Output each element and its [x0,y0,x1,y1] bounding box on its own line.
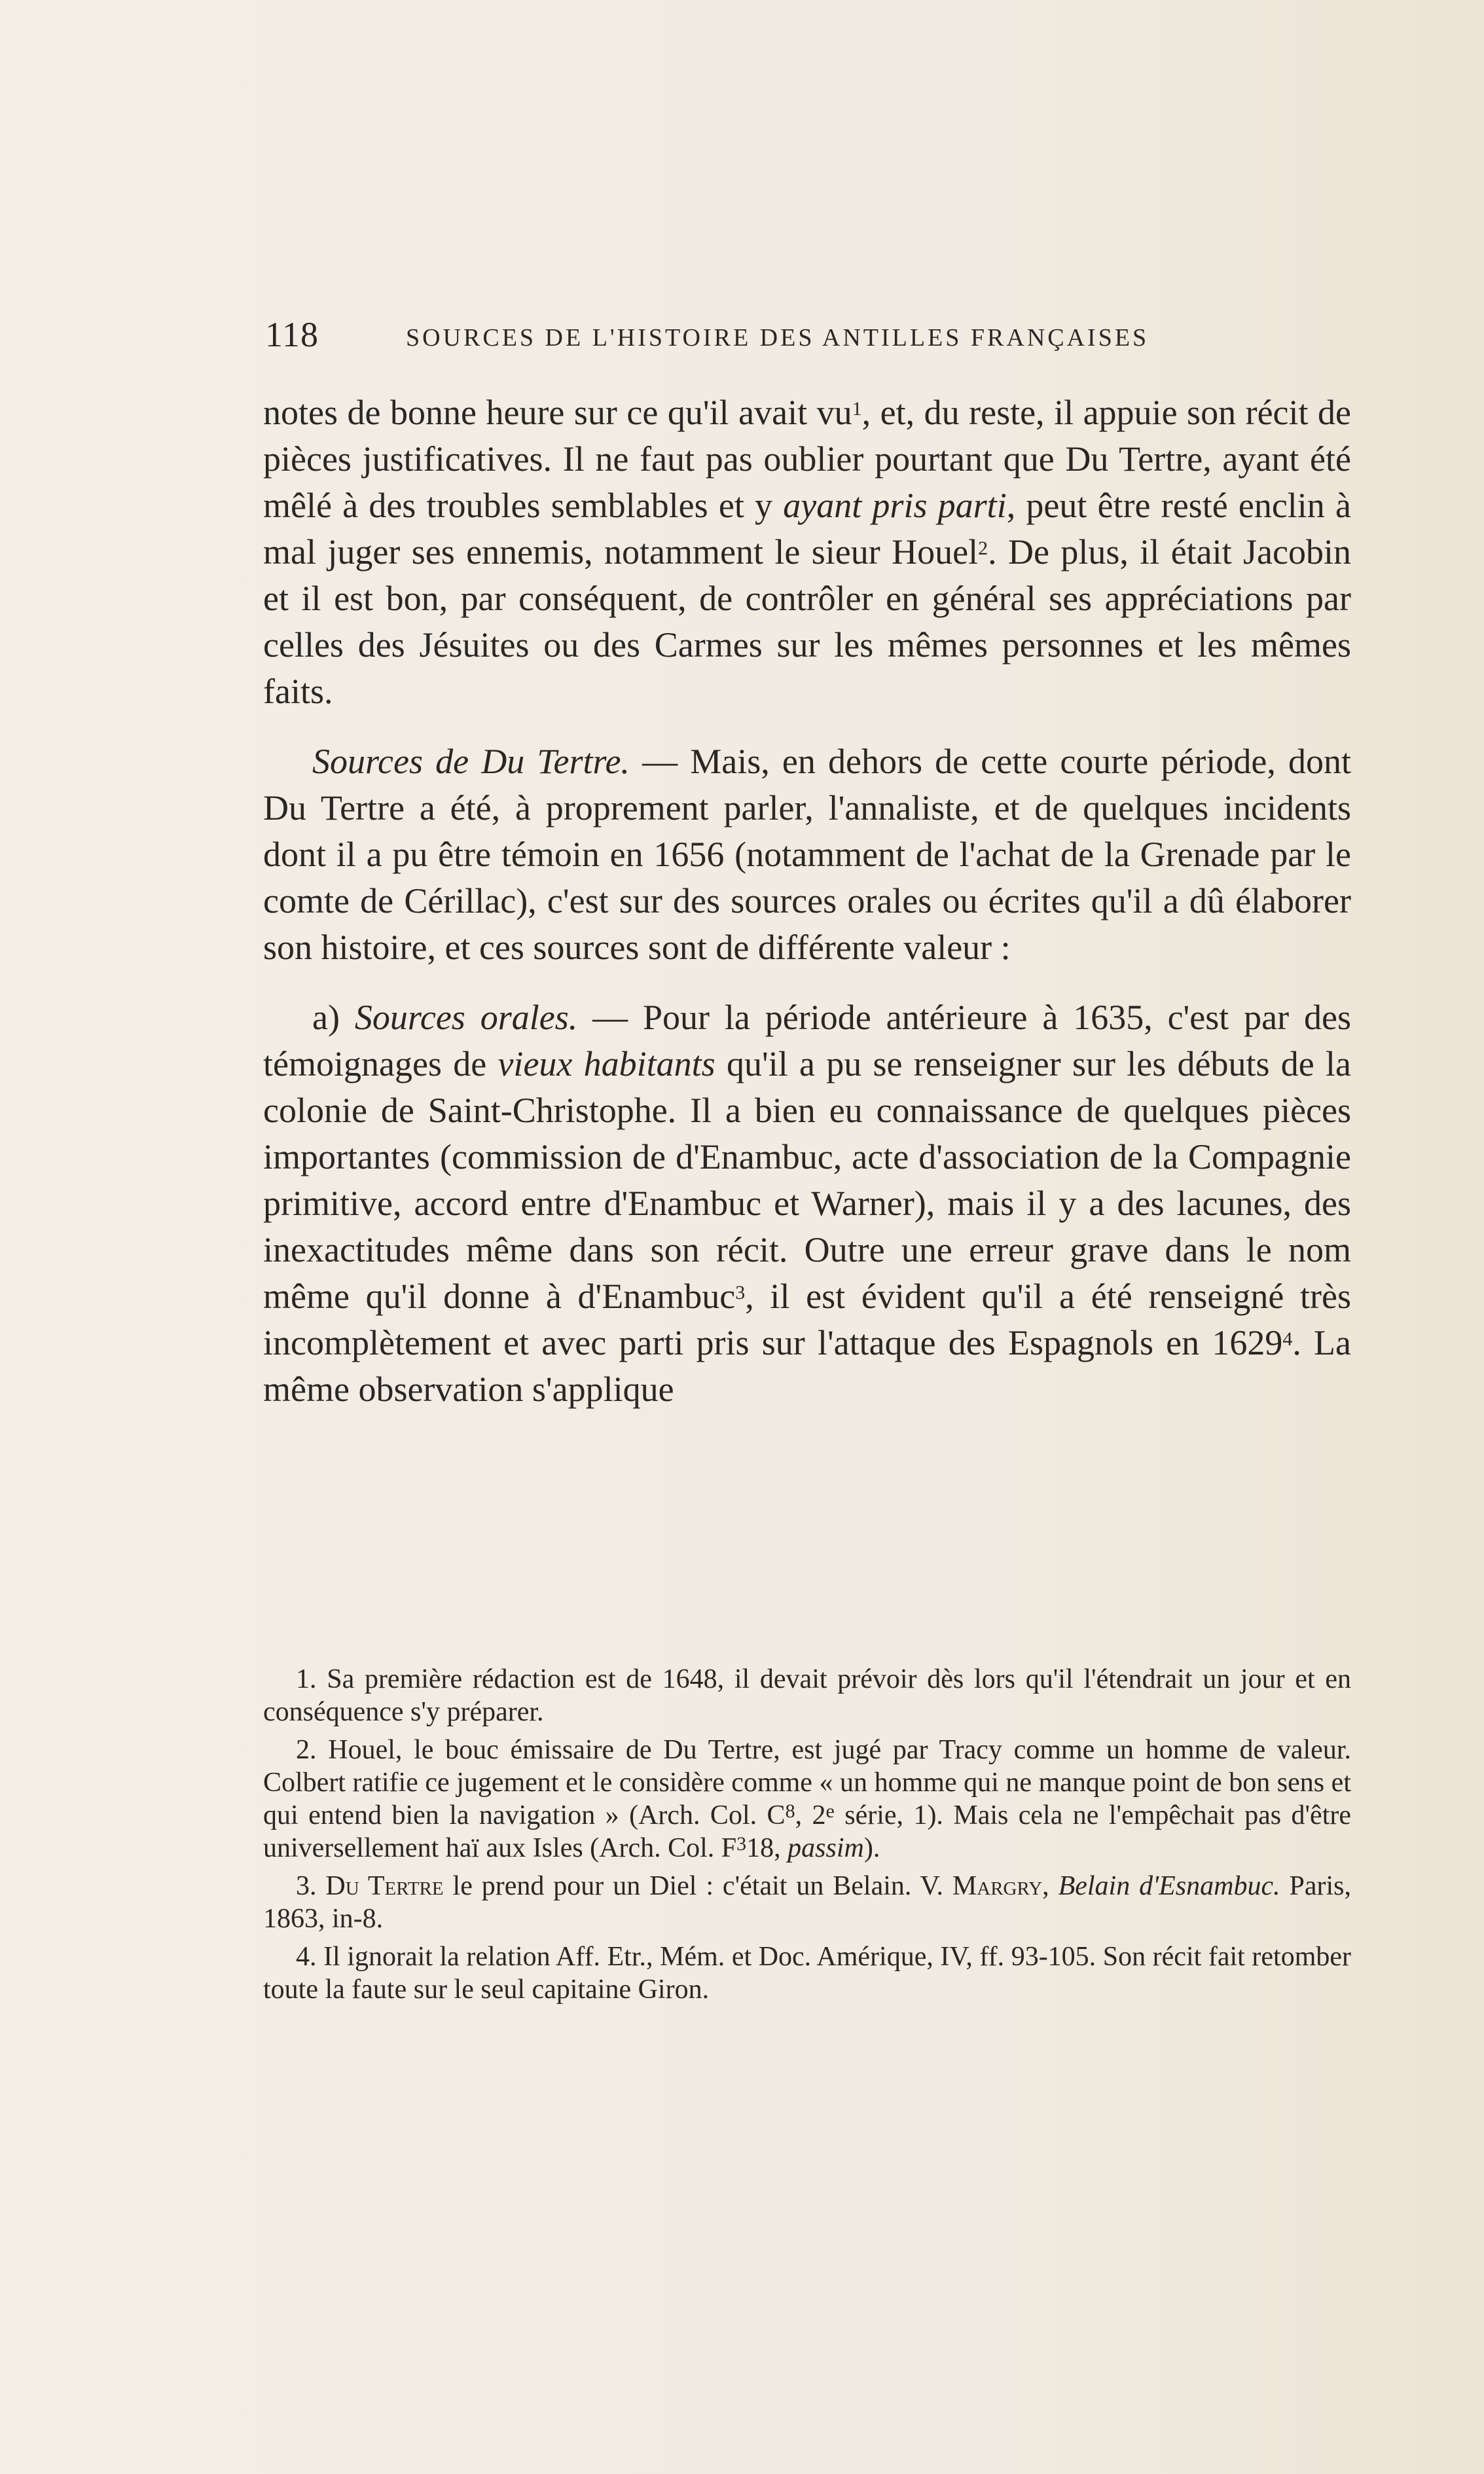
superscript: e [825,1800,835,1822]
text-run: , 2 [795,1800,826,1830]
italic-run: ayant pris parti [783,486,1007,525]
text-run: — Mais, en dehors de cette courte période, dont Du Tertre a été, à proprement parler, l'annaliste, et de quelques incidents dont il a pu être témoin en 1656 (notamment de l'achat de la Grenade par le comte de Cérillac), c'est sur des sources orales ou écrites qu'il a dû élaborer son histoire, et ces sources sont de différente valeur : [263,742,1351,967]
text-run: , [1042,1871,1059,1901]
italic-run: vieux habitants [498,1044,715,1083]
italic-run: passim [787,1833,864,1863]
footnote-1: 1. Sa première rédaction est de 1648, il devait prévoir dès lors qu'il l'étendrait un jour et en conséquence s'y préparer. [263,1664,1351,1727]
text-run: ). [863,1833,880,1863]
paragraph-1 [263,390,1351,715]
footnote-ref-1[interactable]: 1 [852,398,862,420]
superscript: 3 [736,1833,747,1855]
footnote-3 [263,1870,1351,1935]
author-name: Du Tertre [325,1871,444,1901]
text-run: le prend pour un Diel : c'était un Belain. V. [443,1871,952,1901]
page-number: 118 [265,315,319,354]
footnote-ref-4[interactable]: 4 [1282,1328,1293,1350]
text-run: Paris, 1863, in-8. [263,1871,1352,1934]
footnote-2 [263,1734,1351,1865]
text-run: , peut être resté enclin à mal juger ses ennemis, notamment le sieur Houel [263,486,1351,572]
book-title: Belain d'Esnambuc. [1058,1871,1280,1901]
body-text [263,390,1351,1413]
text-run: , il est évident qu'il a été renseigné très incomplètement et avec parti pris sur l'attaque des Espagnols en 1629 [263,1277,1352,1362]
text-run: qu'il a pu se renseigner sur les débuts de la colonie de Saint-Christophe. Il a bien eu connaissance de quelques pièces importantes (commission de d'Enambuc, acte d'association de la Compagnie primitive, accord entre d'Enambuc et Warner), mais il y a des lacunes, des inexactitudes même dans son récit. Outre une erreur grave dans le nom même qu'il donne à d'Enambuc [263,1044,1351,1316]
footnote-ref-3[interactable]: 3 [735,1282,746,1303]
footnote-4: 4. Il ignorait la relation Aff. Etr., Mém. et Doc. Amérique, IV, ff. 93-105. Son récit fait retomber toute la faute sur le seul capitaine Giron. [263,1942,1351,2005]
section-heading-sources: Sources de Du Tertre. [312,742,630,781]
text-run: 18, [746,1833,788,1863]
text-run: . La même observation s'applique [263,1323,1352,1409]
paragraph-3 [263,994,1351,1413]
text-run: notes de bonne heure sur ce qu'il avait vu [263,393,852,432]
text-run: 2. Houel, le bouc émissaire de Du Tertre, est jugé par Tracy comme un homme de valeur. Colbert ratifie ce jugement et le considère comme « un homme qui ne manque point de bon sens et qui entend bien la navigation » (Arch. Col. C [263,1735,1351,1830]
text-run: 3. [296,1871,326,1901]
paragraph-2 [263,738,1351,971]
superscript: 8 [785,1800,795,1822]
text-run: — Pour la période antérieure à 1635, c'est par des témoignages de [263,998,1351,1083]
author-name: Margry [952,1871,1043,1901]
footnotes [263,1663,1351,2011]
text-run: série, 1). Mais cela ne l'empêchait pas d'être universellement haï aux Isles (Arch. Col. F [263,1800,1351,1863]
page-header [265,314,1352,367]
footnote-ref-2[interactable]: 2 [978,537,988,559]
running-title: SOURCES DE L'HISTOIRE DES ANTILLES FRANÇAISES [406,324,1149,352]
list-marker: a) [312,998,355,1037]
section-heading-oral-sources: Sources orales. [354,998,578,1037]
text-run: . De plus, il était Jacobin et il est bon, par conséquent, de contrôler en général ses appréciations par celles des Jésuites ou des Carmes sur les mêmes personnes et les mêmes faits. [263,532,1351,711]
text-run: , et, du reste, il appuie son récit de pièces justificatives. Il ne faut pas oublier pourtant que Du Tertre, ayant été mêlé à des troubles semblables et y [263,393,1351,525]
